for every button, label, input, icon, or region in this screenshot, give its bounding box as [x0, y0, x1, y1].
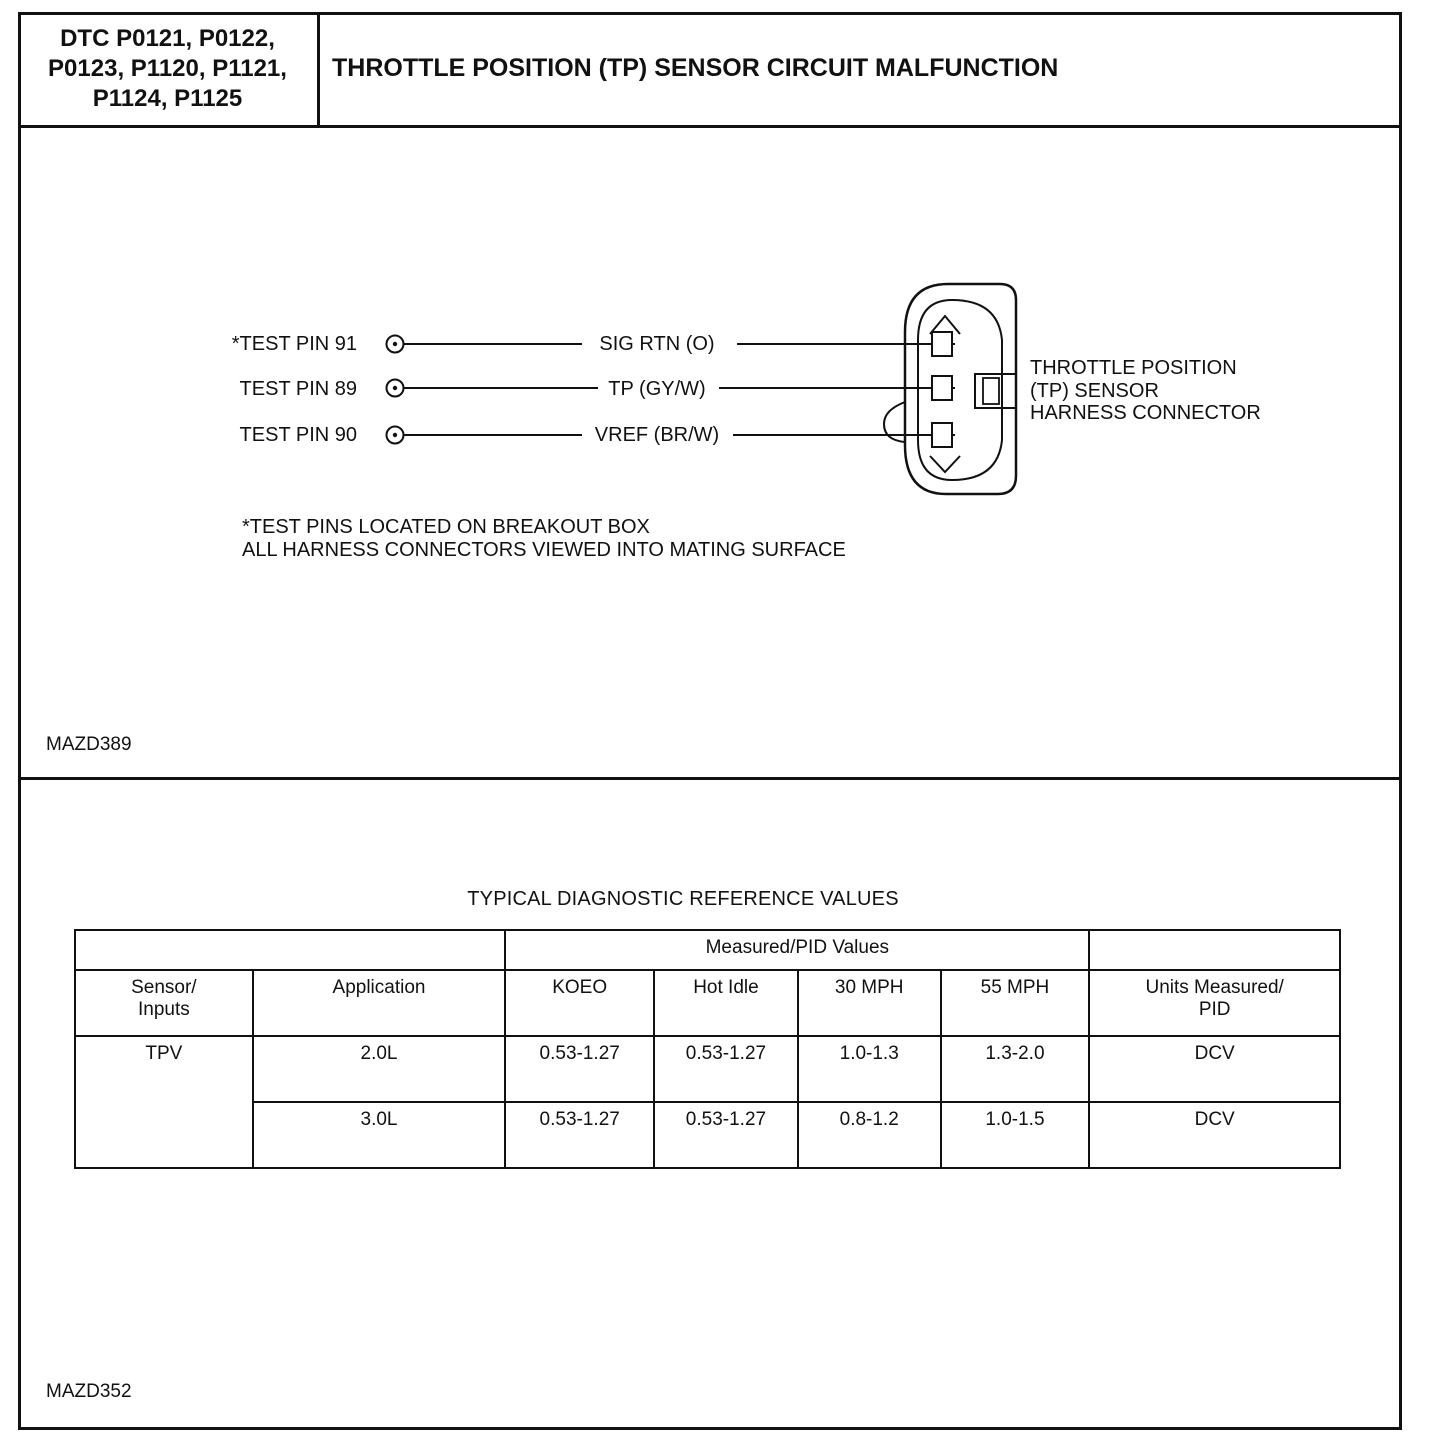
table-group-header-row — [75, 930, 1340, 970]
wire-label-sig-rtn: SIG RTN (O) — [599, 333, 715, 355]
cell-koeo: 0.53-1.27 — [505, 1102, 654, 1168]
cell-units: DCV — [1089, 1036, 1340, 1102]
cell-30mph: 1.0-1.3 — [798, 1036, 941, 1102]
dtc-line-1: DTC P0121, P0122, — [60, 24, 275, 52]
col-header-units — [1089, 970, 1340, 1036]
col-header-units-line-2: PID — [1198, 999, 1231, 1020]
col-header-55mph: 55 MPH — [941, 970, 1090, 1036]
cell-30mph: 0.8-1.2 — [798, 1102, 941, 1168]
group-header-blank-left — [75, 930, 505, 970]
connector-latch — [975, 374, 1016, 408]
pin-label-91: *TEST PIN 91 — [231, 333, 357, 355]
cell-55mph: 1.0-1.5 — [941, 1102, 1090, 1168]
cell-units: DCV — [1089, 1102, 1340, 1168]
connector-terminal-3 — [932, 423, 952, 447]
test-pin-terminal-91 — [387, 336, 404, 353]
table-title: TYPICAL DIAGNOSTIC REFERENCE VALUES — [467, 888, 899, 910]
table-row — [75, 1102, 1340, 1168]
dtc-line-2: P0123, P1120, P1121, — [48, 54, 287, 82]
connector-label-line-1: THROTTLE POSITION — [1030, 357, 1237, 379]
cell-application: 2.0L — [253, 1036, 506, 1102]
col-header-sensor — [75, 970, 253, 1036]
cell-sensor: TPV — [75, 1036, 253, 1168]
dtc-line-3: P1124, P1125 — [92, 84, 243, 112]
section-divider — [18, 777, 1402, 780]
col-header-koeo: KOEO — [505, 970, 654, 1036]
connector-label-line-2: (TP) SENSOR — [1030, 380, 1159, 402]
group-header-measured: Measured/PID Values — [505, 930, 1089, 970]
connector-inner-shell — [918, 300, 1002, 480]
test-pin-terminal-90 — [387, 427, 404, 444]
wire-label-vref: VREF (BR/W) — [594, 424, 720, 446]
group-header-blank-right — [1089, 930, 1340, 970]
cell-application: 3.0L — [253, 1102, 506, 1168]
table-header-row — [75, 970, 1340, 1036]
pin-label-89: TEST PIN 89 — [239, 378, 357, 400]
note-test-pins: *TEST PINS LOCATED ON BREAKOUT BOX — [242, 516, 650, 538]
col-header-units-line-1: Units Measured/ — [1145, 977, 1284, 998]
cell-hot-idle: 0.53-1.27 — [654, 1036, 798, 1102]
table-row — [75, 1036, 1340, 1102]
connector-terminal-2 — [932, 376, 952, 400]
col-header-sensor-line-2: Inputs — [137, 999, 190, 1020]
connector-terminal-1 — [932, 332, 952, 356]
page-title-text: THROTTLE POSITION (TP) SENSOR CIRCUIT MALFUNCTION — [332, 54, 1059, 82]
test-pin-terminal-89 — [387, 380, 404, 397]
cell-55mph: 1.3-2.0 — [941, 1036, 1090, 1102]
col-header-sensor-line-1: Sensor/ — [131, 977, 197, 998]
connector-key-bottom — [930, 456, 960, 472]
col-header-application: Application — [253, 970, 506, 1036]
tp-sensor-connector — [884, 284, 1016, 494]
connector-latch-window — [983, 378, 999, 404]
wire-label-tp: TP (GY/W) — [608, 378, 706, 400]
figure-code-diagram: MAZD389 — [46, 734, 132, 755]
reference-values-table — [74, 929, 1341, 1169]
connector-label-line-3: HARNESS CONNECTOR — [1030, 402, 1261, 424]
pin-label-90: TEST PIN 90 — [239, 424, 357, 446]
cell-koeo: 0.53-1.27 — [505, 1036, 654, 1102]
cell-hot-idle: 0.53-1.27 — [654, 1102, 798, 1168]
note-viewed-into-mating: ALL HARNESS CONNECTORS VIEWED INTO MATING SURFACE — [242, 539, 846, 561]
figure-code-table: MAZD352 — [46, 1381, 132, 1402]
col-header-hot-idle: Hot Idle — [654, 970, 798, 1036]
col-header-30mph: 30 MPH — [798, 970, 941, 1036]
